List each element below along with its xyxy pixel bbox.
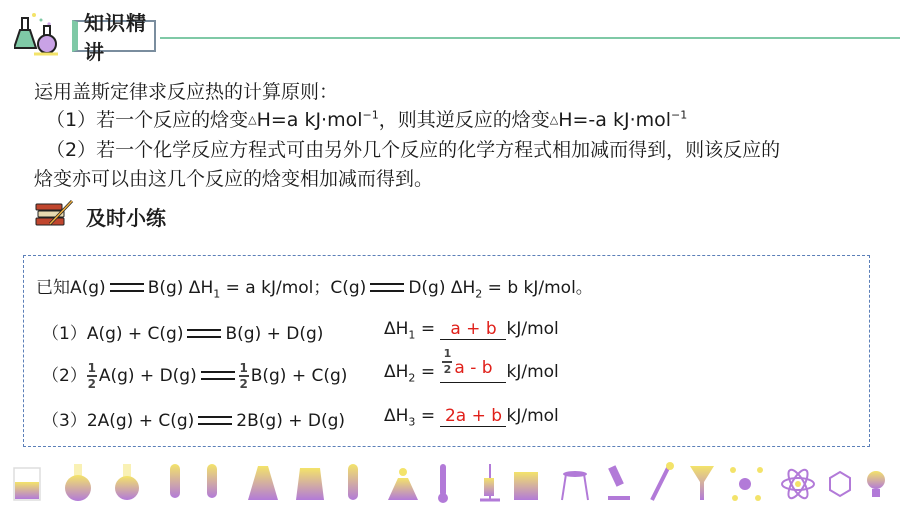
unit-exponent: −1 [671,108,688,122]
dh-label: ΔH [384,319,409,339]
unit: kJ/mol [506,362,559,382]
tripod-icon [562,471,588,500]
round-flask-icon [115,464,139,500]
subscript: 1 [408,328,416,342]
subscript: 2 [475,287,483,301]
given-e: = b kJ/mol。 [482,278,593,298]
intro-line-0: 运用盖斯定律求反应热的计算原则： [34,81,339,103]
intro-line-3: 焓变亦可以由这几个反应的焓变相加减而得到。 [34,168,434,190]
q2-right: B(g) + C(g) [250,366,348,386]
beaker-icon [14,468,40,500]
answer-2-blank[interactable] [440,347,506,383]
intro-line-1-a: （1）若一个反应的焓变 [46,109,249,131]
delta-symbol: △ [549,113,559,126]
dh-label: ΔH [384,362,409,382]
frac-den: 2 [443,362,452,376]
frac-den: 2 [87,376,96,391]
subscript: 3 [408,415,416,429]
q1-right: B(g) + D(g) [225,324,324,344]
equals-sign [198,416,232,425]
fraction-half [239,362,249,390]
answer-1-blank[interactable]: a + b [440,319,506,340]
conical-flask-icon [248,466,324,500]
equals-sign [187,329,221,338]
dh-label: ΔH [384,406,409,426]
equals-sign [370,283,404,292]
dh-eq: = [415,319,441,339]
atom-icon [782,467,814,501]
fraction-half [87,362,97,390]
unit: kJ/mol [506,406,559,426]
test-tube-icon [170,464,217,498]
given-a: 已知A(g) [36,278,106,298]
answer-3-line [384,406,559,428]
dropper-icon [652,462,674,500]
test-tube-icon [348,464,358,500]
equals-sign [201,371,235,380]
dh-eq: = [415,362,441,382]
header-divider [160,37,900,39]
thermometer-icon [438,464,448,503]
question-1 [42,319,323,344]
intro-line-2: （2）若一个化学反应方程式可由另外几个反应的化学方程式相加减而得到，则该反应的 [46,139,781,161]
burner-icon [388,468,418,500]
round-flask-icon [65,464,91,501]
equals-sign [110,283,144,292]
question-3 [42,406,345,431]
stand-icon [480,464,500,500]
q3-right: 2B(g) + D(g) [236,411,346,431]
benzene-icon [830,472,850,496]
section-title-text: 知识精讲 [84,11,147,64]
unit-exponent: −1 [362,108,379,122]
frac-den: 2 [239,376,248,391]
frac-num: 1 [87,361,96,376]
bulb-icon [867,471,885,497]
q3-left: （3）2A(g) + C(g) [42,411,195,431]
molecule-icon [730,467,763,501]
given-c: = a kJ/mol；C(g) [220,278,367,298]
delta-symbol: △ [248,113,257,126]
intro-line-1 [46,106,687,134]
question-box [23,255,870,447]
answer-2-text: a - b [454,358,493,378]
funnel-icon [690,466,714,500]
intro-line-1-c: ，则其逆反应的焓变 [378,109,550,131]
beaker-icon [514,472,538,500]
answer-3-blank[interactable]: 2a + b [440,406,506,427]
answer-2-line [384,347,559,385]
answer-1-line [384,319,559,341]
unit: kJ/mol [506,319,559,339]
dh-eq: = [415,406,441,426]
lab-flasks-logo-icon [14,10,62,58]
answer-fraction-half [442,348,452,376]
given-d: D(g) ΔH [408,278,476,298]
q2-mid: A(g) + D(g) [98,366,197,386]
question-2 [42,361,347,390]
section-title [72,11,156,64]
microscope-icon [608,465,630,500]
intro-line-1-b: H=a kJ·mol [256,109,363,131]
frac-num: 1 [239,361,248,376]
practice-title: 及时小练 [86,206,166,230]
header [0,0,900,66]
q2-label: （2） [42,366,87,386]
subscript: 1 [213,287,221,301]
given-line [36,273,593,300]
intro-line-1-d: H=-a kJ·mol [558,109,672,131]
lab-equipment-strip [0,458,900,506]
given-b: B(g) ΔH [147,278,214,298]
q1-left: （1）A(g) + C(g) [42,324,184,344]
subscript: 2 [408,371,416,385]
frac-num: 1 [443,347,452,360]
books-pencil-icon [34,198,74,228]
